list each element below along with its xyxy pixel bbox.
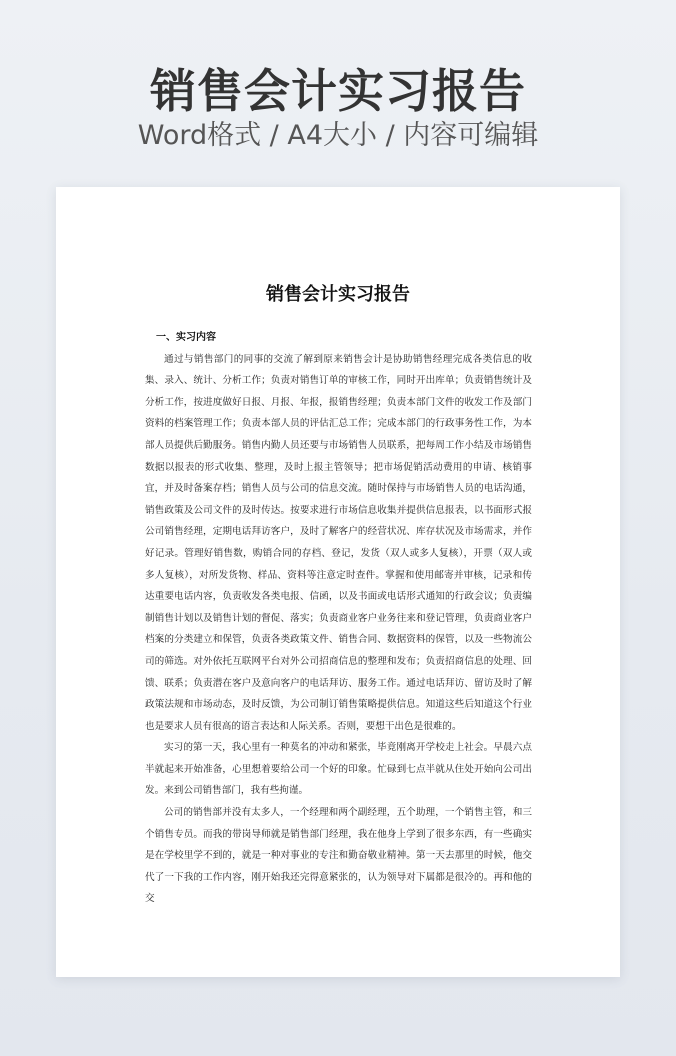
section-heading: 一、实习内容: [156, 332, 216, 343]
document-page: [56, 187, 620, 977]
banner-title: 销售会计实习报告: [150, 64, 526, 118]
banner-subtitle: Word格式 / A4大小 / 内容可编辑: [137, 120, 539, 151]
paragraph: 公司的销售部并没有太多人，一个经理和两个副经理，五个助理，一个销售主管，和三个销售专员。而我的带岗导师就是销售部门经理，我在他身上学到了很多东西，有一些确实是在学校里学不到的，就是一种对事业的专注和勤奋敬业精神。第一天去那里的时候，他交代了一下我的工作内容，刚开始我还完得意紧张的，认为领导对下属都是很冷的。再和他的交: [145, 807, 532, 905]
paragraph: 通过与销售部门的同事的交流了解到原来销售会计是协助销售经理完成各类信息的收集、录入、统计、分析工作；负责对销售订单的审核工作，同时开出库单；负责销售统计及分析工作，按进度做好日报、月报、年报，报销售经理；负责本部门文件的收发工作及部门资料的档案管理工作；负责本部人员的评估汇总工作；完成本部门的行政事务性工作，为本部人员提供后勤服务。销售内勤人员还要与市场销售人员联系，把每周工作小结及市场销售数据以报表的形式收集、整理，及时上报主管领导；把市场促销活动费用的申请、核销事宜，并及时备案存档；销售人员与公司的信息交流。随时保持与市场销售人员的电话沟通，销售政策及公司文件的及时传达。按要求进行市场信息收集并提供信息报表，以书面形式报公司销售经理，定期电话拜访客户，及时了解客户的经营状况、库存状况及市场需求，并作好记录。管理好销售数，购销合同的存档、登记，发货（双人或多人复核），开票（双人或多人复核），对所发货物、样品、资料等注意定时查件。掌握和使用邮寄并审核，记录和传达重要电话内容，负责收发各类电报、信函，以及书面或电话形式通知的行政会议；负责编制销售计划以及销售计划的督促、落实；负责商业客户业务往来和登记管理，负责商业客户档案的分类建立和保管，负责各类政策文件、销售合同、数据资料的保管，以及一些物流公司的筛选。对外依托互联网平台对外公司招商信息的整理和发布；负责招商信息的处理、回馈、联系；负责潜在客户及意向客户的电话拜访、服务工作。通过电话拜访、留访及时了解政策法规和市场动态，及时反馈，为公司制订销售策略提供信息。知道这些后知道这个行业也是要求人员有很高的语言表达和人际关系。否则，要想干出色是很难的。: [145, 353, 532, 732]
promo-banner: [0, 0, 676, 180]
document-title: 销售会计实习报告: [266, 284, 410, 305]
paragraph: 实习的第一天，我心里有一种莫名的冲动和紧张，毕竟刚离开学校走上社会。早晨六点半就起来开始准备，心里想着要给公司一个好的印象。忙碌到七点半就从住处开始向公司出发。来到公司销售部门，我有些拘谨。: [145, 742, 532, 797]
document-body: [145, 327, 532, 910]
